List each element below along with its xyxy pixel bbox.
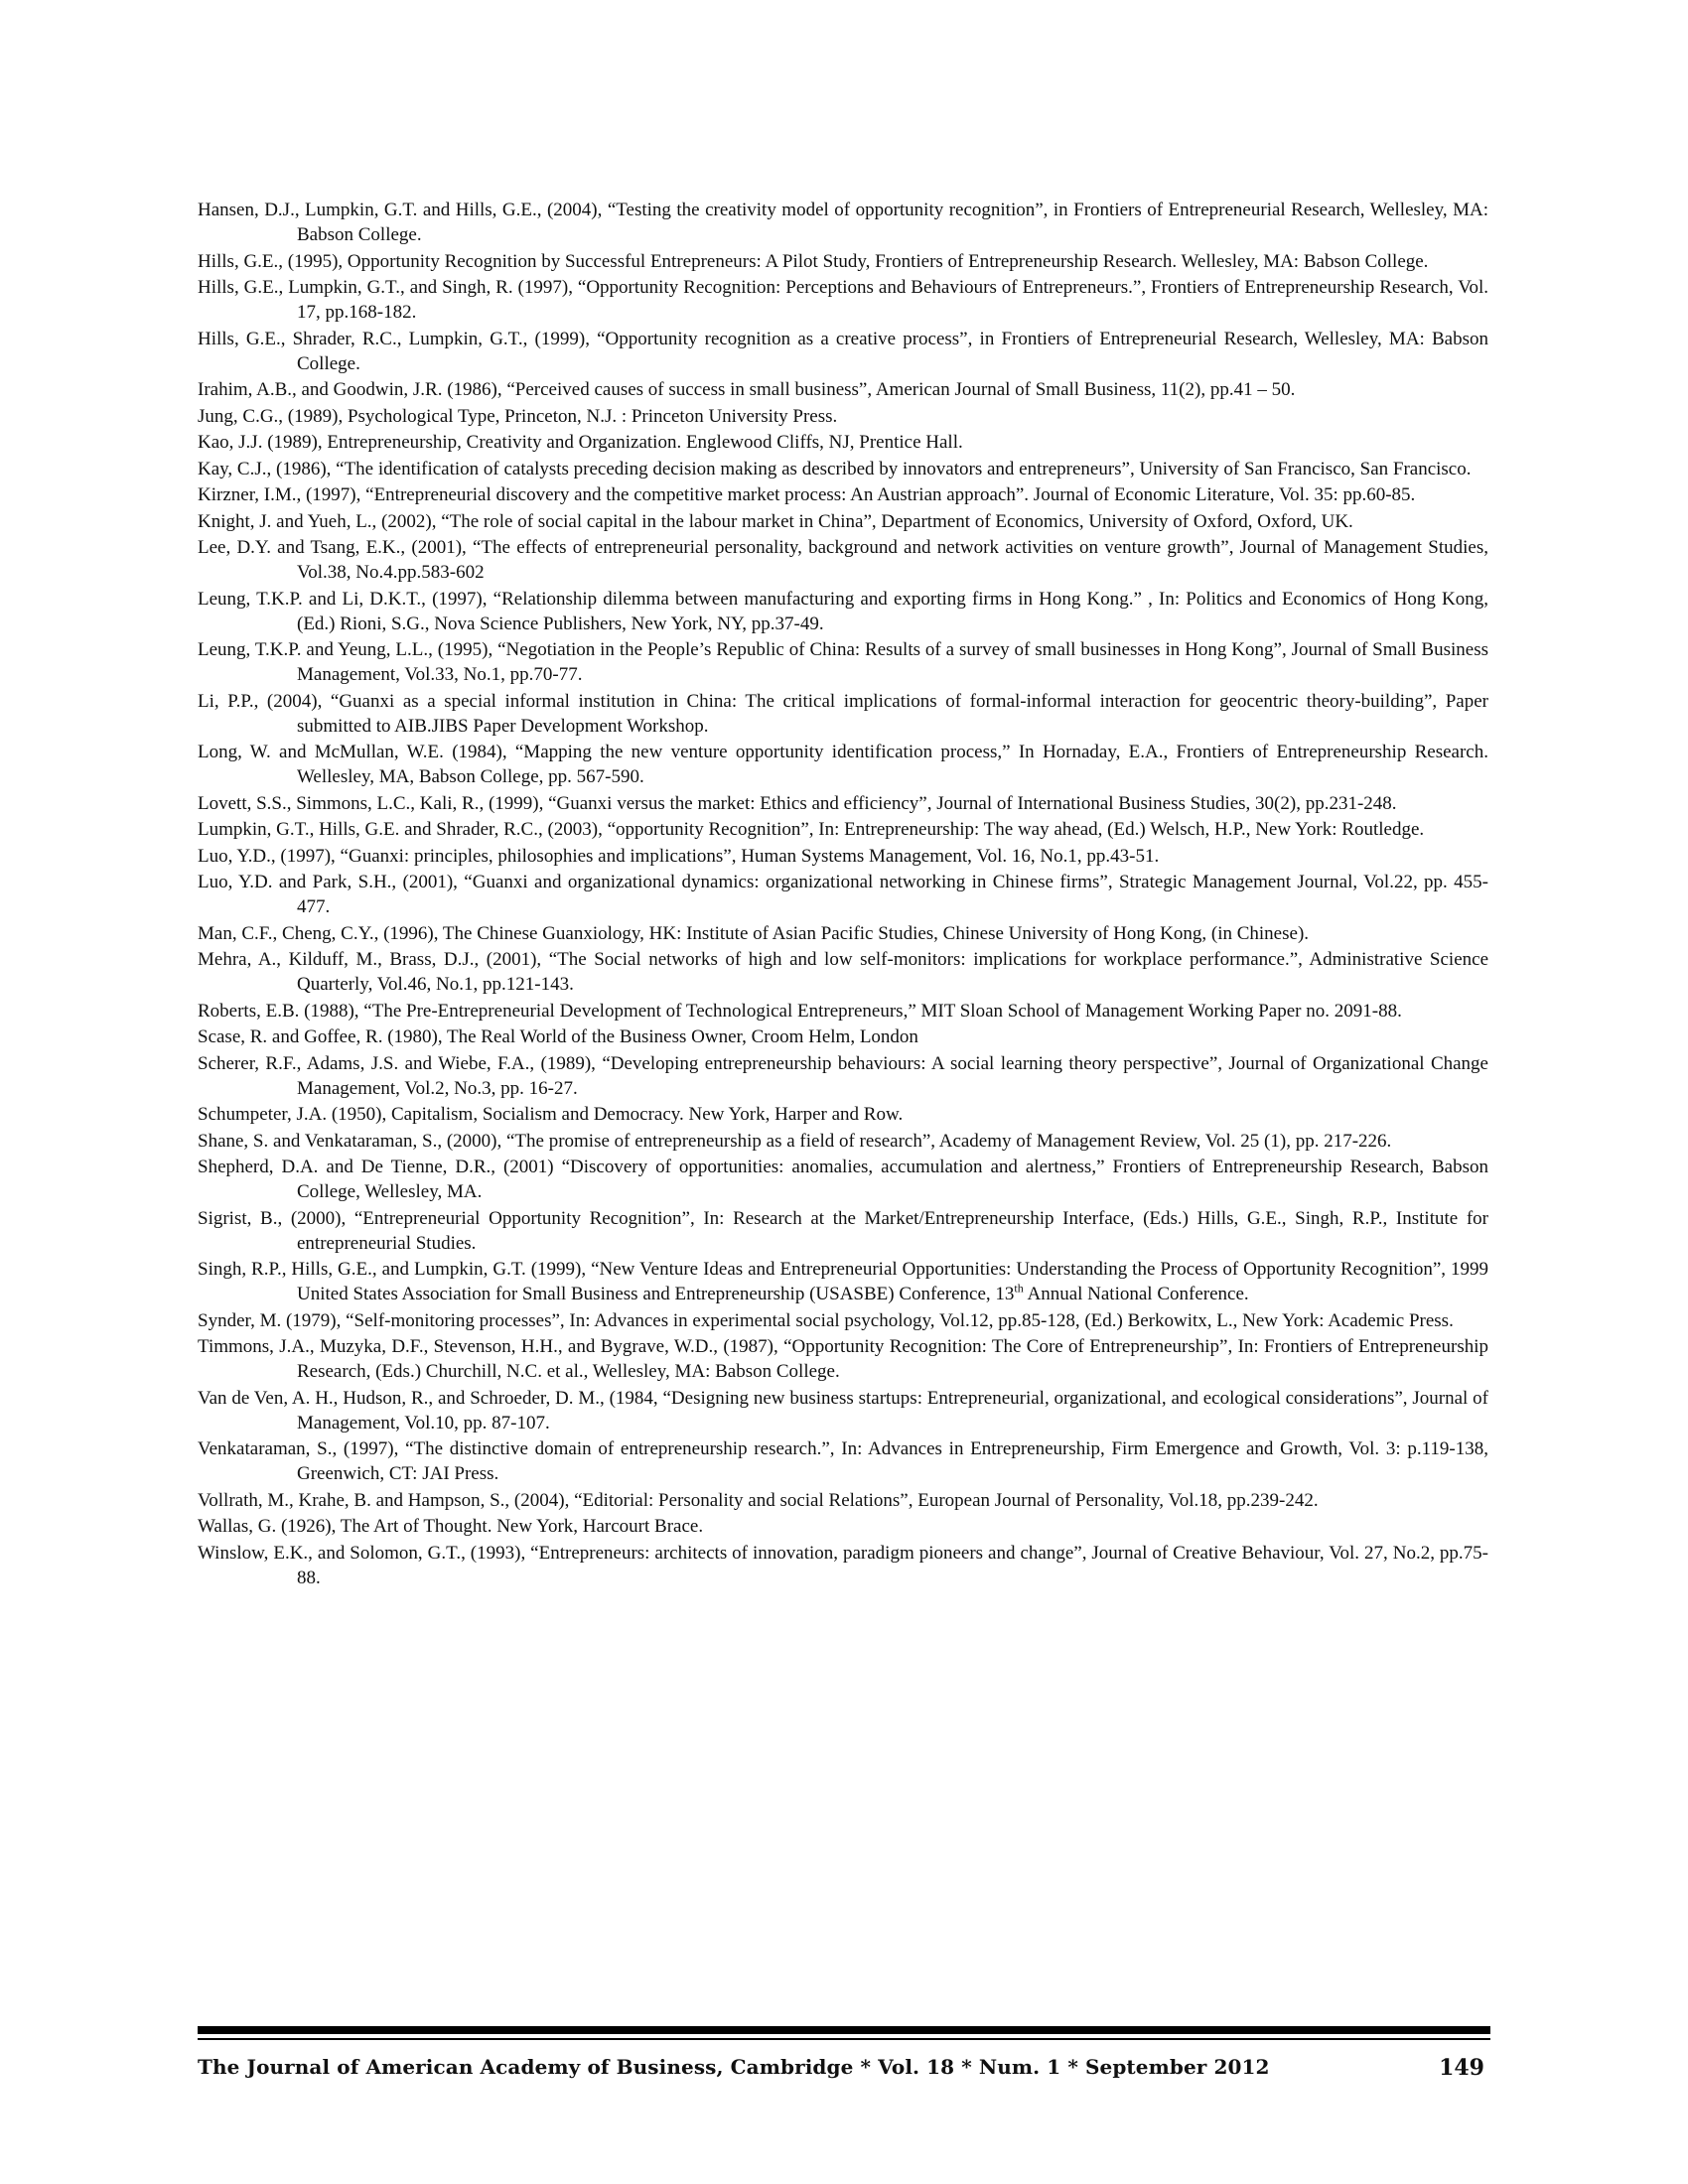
reference-entry: Vollrath, M., Krahe, B. and Hampson, S., (2004), “Editorial: Personality and social Relations”, European Journal of Personality, Vol.18, pp.239-242. xyxy=(198,1489,1319,1511)
reference-entry: Scase, R. and Goffee, R. (1980), The Real World of the Business Owner, Croom Helm, London xyxy=(198,1026,918,1047)
reference-entry: Hills, G.E., Shrader, R.C., Lumpkin, G.T., (1999), “Opportunity recognition as a creative process”, in Frontiers of Entrepreneurial Research, Wellesley, MA: Babson College. xyxy=(198,328,1488,374)
journal-citation: The Journal of American Academy of Business, Cambridge * Vol. 18 * Num. 1 * September 2012 xyxy=(198,2055,1270,2079)
reference-entry: Hills, G.E., (1995), Opportunity Recognition by Successful Entrepreneurs: A Pilot Study, Frontiers of Entrepreneurship Research. Wellesley, MA: Babson College. xyxy=(198,250,1429,272)
reference-entry: Roberts, E.B. (1988), “The Pre-Entrepreneurial Development of Technological Entrepreneurs,” MIT Sloan School of Management Working Paper no. 2091-88. xyxy=(198,1000,1402,1022)
reference-entry: Hills, G.E., Lumpkin, G.T., and Singh, R. (1997), “Opportunity Recognition: Perceptions and Behaviours of Entrepreneurs.”, Frontiers of Entrepreneurship Research, Vol. 17, pp.168-182. xyxy=(198,277,1488,323)
reference-entry: Jung, C.G., (1989), Psychological Type, Princeton, N.J. : Princeton University Press. xyxy=(198,405,838,427)
reference-entry: Lovett, S.S., Simmons, L.C., Kali, R., (1999), “Guanxi versus the market: Ethics and efficiency”, Journal of International Business Studies, 30(2), pp.231-248. xyxy=(198,792,1397,814)
reference-entry: Wallas, G. (1926), The Art of Thought. New York, Harcourt Brace. xyxy=(198,1516,704,1537)
reference-entry: Kao, J.J. (1989), Entrepreneurship, Creativity and Organization. Englewood Cliffs, NJ, Prentice Hall. xyxy=(198,432,963,453)
reference-entry: Leung, T.K.P. and Yeung, L.L., (1995), “Negotiation in the People’s Republic of China: Results of a survey of small businesses in Hong Kong”, Journal of Small Business Management, Vol.33, No.1, pp.70-77. xyxy=(198,639,1488,685)
reference-entry: Luo, Y.D. and Park, S.H., (2001), “Guanxi and organizational dynamics: organizational networking in Chinese firms”, Strategic Management Journal, Vol.22, pp. 455-477. xyxy=(198,872,1488,917)
reference-entry: Kirzner, I.M., (1997), “Entrepreneurial discovery and the competitive market process: An Austrian approach”. Journal of Economic Literature, Vol. 35: pp.60-85. xyxy=(198,484,1416,505)
reference-entry: Lee, D.Y. and Tsang, E.K., (2001), “The effects of entrepreneurial personality, background and network activities on venture growth”, Journal of Management Studies, Vol.38, No.4.pp.583-602 xyxy=(198,537,1488,583)
reference-entry: Kay, C.J., (1986), “The identification of catalysts preceding decision making as described by innovators and entrepreneurs”, University of San Francisco, San Francisco. xyxy=(198,458,1472,479)
reference-entry: Luo, Y.D., (1997), “Guanxi: principles, philosophies and implications”, Human Systems Management, Vol. 16, No.1, pp.43-51. xyxy=(198,845,1160,867)
footer-rule-thin xyxy=(198,2038,1490,2040)
reference-list xyxy=(198,198,1488,1591)
reference-entry: Winslow, E.K., and Solomon, G.T., (1993), “Entrepreneurs: architects of innovation, paradigm pioneers and change”, Journal of Creative Behaviour, Vol. 27, No.2, pp.75-88. xyxy=(198,1542,1488,1588)
reference-entry: Synder, M. (1979), “Self-monitoring processes”, In: Advances in experimental social psychology, Vol.12, pp.85-128, (Ed.) Berkowitx, L., New York: Academic Press. xyxy=(198,1309,1454,1331)
reference-entry: Irahim, A.B., and Goodwin, J.R. (1986), “Perceived causes of success in small business”, American Journal of Small Business, 11(2), pp.41 – 50. xyxy=(198,379,1296,400)
reference-entry: Knight, J. and Yueh, L., (2002), “The role of social capital in the labour market in China”, Department of Economics, University of Oxford, Oxford, UK. xyxy=(198,510,1353,532)
reference-entry: Long, W. and McMullan, W.E. (1984), “Mapping the new venture opportunity identification process,” In Hornaday, E.A., Frontiers of Entrepreneurship Research. Wellesley, MA, Babson College, pp. 567-590. xyxy=(198,742,1488,787)
reference-entry: Shane, S. and Venkataraman, S., (2000), “The promise of entrepreneurship as a field of research”, Academy of Management Review, Vol. 25 (1), pp. 217-226. xyxy=(198,1130,1392,1152)
reference-entry: Hansen, D.J., Lumpkin, G.T. and Hills, G.E., (2004), “Testing the creativity model of opportunity recognition”, in Frontiers of Entrepreneurial Research, Wellesley, MA: Babson College. xyxy=(198,200,1488,245)
reference-entry: Singh, R.P., Hills, G.E., and Lumpkin, G.T. (1999), “New Venture Ideas and Entrepreneurial Opportunities: Understanding the Process of Opportunity Recognition”, 1999 United States Association for Small Business and Entrepreneurship (USASBE) Conference, 13th Annual National Conference. xyxy=(198,1259,1488,1304)
reference-entry: Leung, T.K.P. and Li, D.K.T., (1997), “Relationship dilemma between manufacturing and exporting firms in Hong Kong.” , In: Politics and Economics of Hong Kong, (Ed.) Rioni, S.G., Nova Science Publishers, New York, NY, pp.37-49. xyxy=(198,588,1488,634)
reference-entry: Timmons, J.A., Muzyka, D.F., Stevenson, H.H., and Bygrave, W.D., (1987), “Opportunity Recognition: The Core of Entrepreneurship”, In: Frontiers of Entrepreneurship Research, (Eds.) Churchill, N.C. et al., Wellesley, MA: Babson College. xyxy=(198,1336,1488,1382)
reference-entry: Scherer, R.F., Adams, J.S. and Wiebe, F.A., (1989), “Developing entrepreneurship behaviours: A social learning theory perspective”, Journal of Organizational Change Management, Vol.2, No.3, pp. 16-27. xyxy=(198,1052,1488,1099)
reference-entry: Sigrist, B., (2000), “Entrepreneurial Opportunity Recognition”, In: Research at the Market/Entrepreneurship Interface, (Eds.) Hills, G.E., Singh, R.P., Institute for entrepreneurial Studies. xyxy=(198,1207,1488,1254)
reference-entry: Schumpeter, J.A. (1950), Capitalism, Socialism and Democracy. New York, Harper and Row. xyxy=(198,1104,904,1125)
reference-entry: Venkataraman, S., (1997), “The distinctive domain of entrepreneurship research.”, In: Advances in Entrepreneurship, Firm Emergence and Growth, Vol. 3: p.119-138, Greenwich, CT: JAI Press. xyxy=(198,1438,1488,1484)
reference-entry: Man, C.F., Cheng, C.Y., (1996), The Chinese Guanxiology, HK: Institute of Asian Pacific Studies, Chinese University of Hong Kong, (in Chinese). xyxy=(198,922,1310,944)
reference-entry: Mehra, A., Kilduff, M., Brass, D.J., (2001), “The Social networks of high and low self-monitors: implications for workplace performance.”, Administrative Science Quarterly, Vol.46, No.1, pp.121-143. xyxy=(198,949,1488,995)
reference-entry: Li, P.P., (2004), “Guanxi as a special informal institution in China: The critical implications of formal-informal interaction for geocentric theory-building”, Paper submitted to AIB.JIBS Paper Development Workshop. xyxy=(198,690,1488,737)
reference-entry: Shepherd, D.A. and De Tienne, D.R., (2001) “Discovery of opportunities: anomalies, accumulation and alertness,” Frontiers of Entrepreneurship Research, Babson College, Wellesley, MA. xyxy=(198,1157,1488,1202)
ordinal-suffix: th xyxy=(1014,1281,1024,1296)
reference-entry: Lumpkin, G.T., Hills, G.E. and Shrader, R.C., (2003), “opportunity Recognition”, In: Entrepreneurship: The way ahead, (Ed.) Welsch, H.P., New York: Routledge. xyxy=(198,819,1425,840)
reference-entry: Van de Ven, A. H., Hudson, R., and Schroeder, D. M., (1984, “Designing new business startups: Entrepreneurial, organizational, and ecological considerations”, Journal of Management, Vol.10, pp. 87-107. xyxy=(198,1387,1488,1433)
page-number: 149 xyxy=(1439,2055,1484,2081)
footer-rule xyxy=(198,2026,1490,2034)
